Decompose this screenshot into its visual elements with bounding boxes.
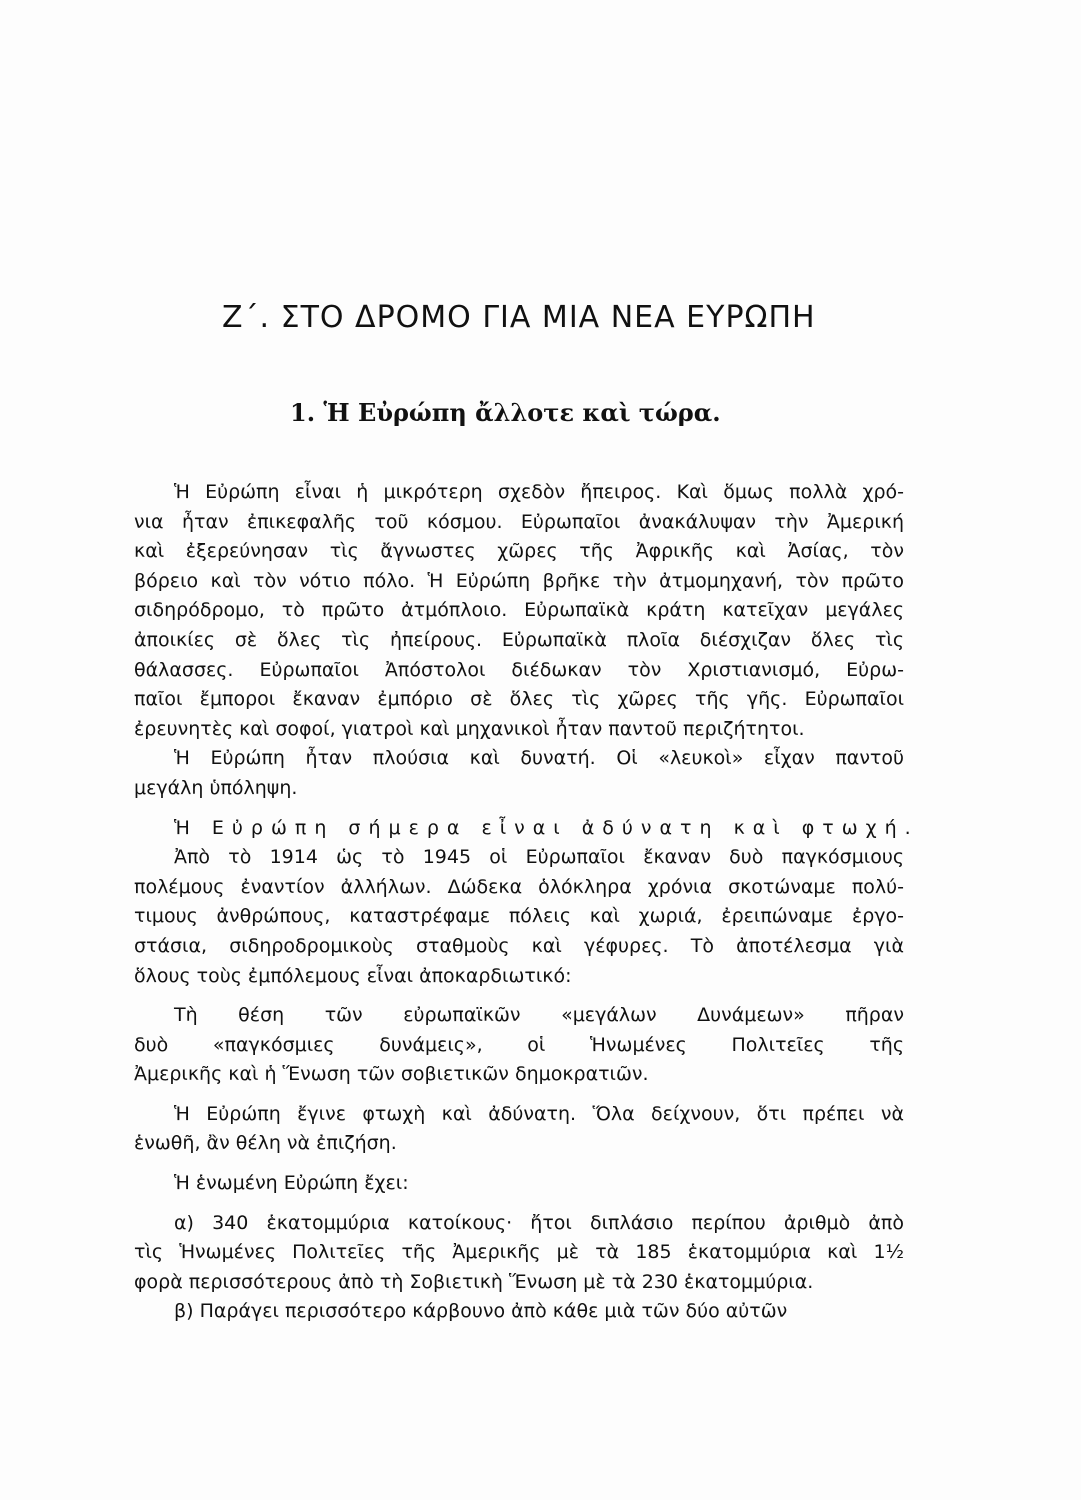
text-line: Ἡ ἑνωμένη Εὐρώπη ἔχει: bbox=[174, 1172, 409, 1195]
paragraph bbox=[134, 478, 904, 744]
text-line: ὅλους τοὺς ἐμπόλεμους εἶναι ἀποκαρδιωτικό: bbox=[134, 964, 572, 987]
text-line: ἑνωθῆ, ἂν θέλη νὰ ἐπιζήση. bbox=[134, 1132, 397, 1155]
chapter-title: Ζ΄. ΣΤΟ ΔΡΟΜΟ ΓΙΑ ΜΙΑ ΝΕΑ ΕΥΡΩΠΗ bbox=[222, 300, 816, 335]
text-line: στάσια, σιδηροδρομικοὺς σταθμοὺς καὶ γέφυρες. Τὸ ἀποτέλεσμα γιὰ bbox=[134, 934, 904, 957]
text-line: παῖοι ἔμποροι ἔκαναν ἐμπόριο σὲ ὅλες τὶς χῶρες τῆς γῆς. Εὐρωπαῖοι bbox=[134, 688, 904, 711]
text-line: καὶ ἐξερεύνησαν τὶς ἄγνωστες χῶρες τῆς Ἀφρικῆς καὶ Ἀσίας, τὸν bbox=[134, 540, 904, 563]
paragraph bbox=[134, 1209, 904, 1298]
spacer bbox=[134, 804, 904, 814]
spacer bbox=[134, 1199, 904, 1209]
body-text bbox=[134, 478, 919, 1327]
text-line: βόρειο καὶ τὸν νότιο πόλο. Ἡ Εὐρώπη βρῆκε τὴν ἀτμομηχανή, τὸν πρῶτο bbox=[134, 569, 904, 592]
paragraph bbox=[134, 1169, 904, 1199]
text-line: τιμους ἀνθρώπους, καταστρέφαμε πόλεις καὶ χωριά, ἐρειπώναμε ἐργο- bbox=[134, 905, 904, 928]
text-line: Ἡ Εὐρώπη ἦταν πλούσια καὶ δυνατή. Οἱ «λευκοὶ» εἶχαν παντοῦ bbox=[174, 747, 904, 770]
text-line: Ἀμερικῆς καὶ ἡ Ἕνωση τῶν σοβιετικῶν δημοκρατιῶν. bbox=[134, 1063, 649, 1086]
text-line: νια ἦταν ἐπικεφαλῆς τοῦ κόσμου. Εὐρωπαῖοι ἀνακάλυψαν τὴν Ἀμερική bbox=[134, 510, 904, 533]
text-line: β) Παράγει περισσότερο κάρβουνο ἀπὸ κάθε μιὰ τῶν δύο αὐτῶν bbox=[174, 1300, 788, 1323]
text-line: φορὰ περισσότερους ἀπὸ τὴ Σοβιετικὴ Ἕνωση μὲ τὰ 230 ἑκατομμύρια. bbox=[134, 1270, 814, 1293]
text-line: σιδηρόδρομο, τὸ πρῶτο ἀτμόπλοιο. Εὐρωπαϊκὰ κράτη κατεῖχαν μεγάλες bbox=[134, 599, 904, 622]
text-line: τὶς Ἡνωμένες Πολιτεῖες τῆς Ἀμερικῆς μὲ τὰ 185 ἑκατομμύρια καὶ 1½ bbox=[134, 1241, 904, 1264]
text-line: Ἀπὸ τὸ 1914 ὡς τὸ 1945 οἱ Εὐρωπαῖοι ἔκαναν δυὸ παγκόσμιους bbox=[174, 846, 904, 869]
text-line: πολέμους ἐναντίον ἀλλήλων. Δώδεκα ὁλόκληρα χρόνια σκοτώναμε πολύ- bbox=[134, 875, 904, 898]
text-line: θάλασσες. Εὐρωπαῖοι Ἀπόστολοι διέδωκαν τὸν Χριστιανισμό, Εὐρω- bbox=[134, 658, 904, 681]
paragraph bbox=[134, 744, 904, 803]
spacer bbox=[134, 991, 904, 1001]
section-title: 1. Ἡ Εὐρώπη ἄλλοτε καὶ τώρα. bbox=[290, 398, 721, 427]
text-line: ἐρευνητὲς καὶ σοφοί, γιατροὶ καὶ μηχανικοὶ ἦταν παντοῦ περιζήτητοι. bbox=[134, 717, 805, 740]
text-line: Ἡ Εὐρώπη εἶναι ἡ μικρότερη σχεδὸν ἤπειρος. Καὶ ὅμως πολλὰ χρό- bbox=[174, 481, 904, 503]
text-line: Τὴ θέση τῶν εὐρωπαϊκῶν «μεγάλων Δυνάμεων» πῆραν bbox=[174, 1004, 904, 1027]
paragraph bbox=[134, 1001, 904, 1090]
paragraph bbox=[134, 843, 904, 991]
spacer bbox=[134, 1159, 904, 1169]
text-line-emphasis: Ἡ Εὐρώπη σήμερα εἶναι ἀδύνατη καὶ φτωχή. bbox=[174, 816, 919, 839]
text-line: Ἡ Εὐρώπη ἔγινε φτωχὴ καὶ ἀδύνατη. Ὅλα δείχνουν, ὅτι πρέπει νὰ bbox=[174, 1102, 904, 1125]
paragraph bbox=[134, 1100, 904, 1159]
text-line: δυὸ «παγκόσμιες δυνάμεις», οἱ Ἡνωμένες Πολιτεῖες τῆς bbox=[134, 1033, 904, 1056]
paragraph bbox=[134, 1297, 904, 1327]
text-line: ἀποικίες σὲ ὅλες τὶς ἠπείρους. Εὐρωπαϊκὰ πλοῖα διέσχιζαν ὅλες τὶς bbox=[134, 628, 904, 651]
paragraph bbox=[134, 814, 919, 844]
text-line: α) 340 ἑκατομμύρια κατοίκους· ἤτοι διπλάσιο περίπου ἀριθμὸ ἀπὸ bbox=[174, 1211, 904, 1234]
spacer bbox=[134, 1090, 904, 1100]
text-line: μεγάλη ὑπόληψη. bbox=[134, 776, 298, 799]
